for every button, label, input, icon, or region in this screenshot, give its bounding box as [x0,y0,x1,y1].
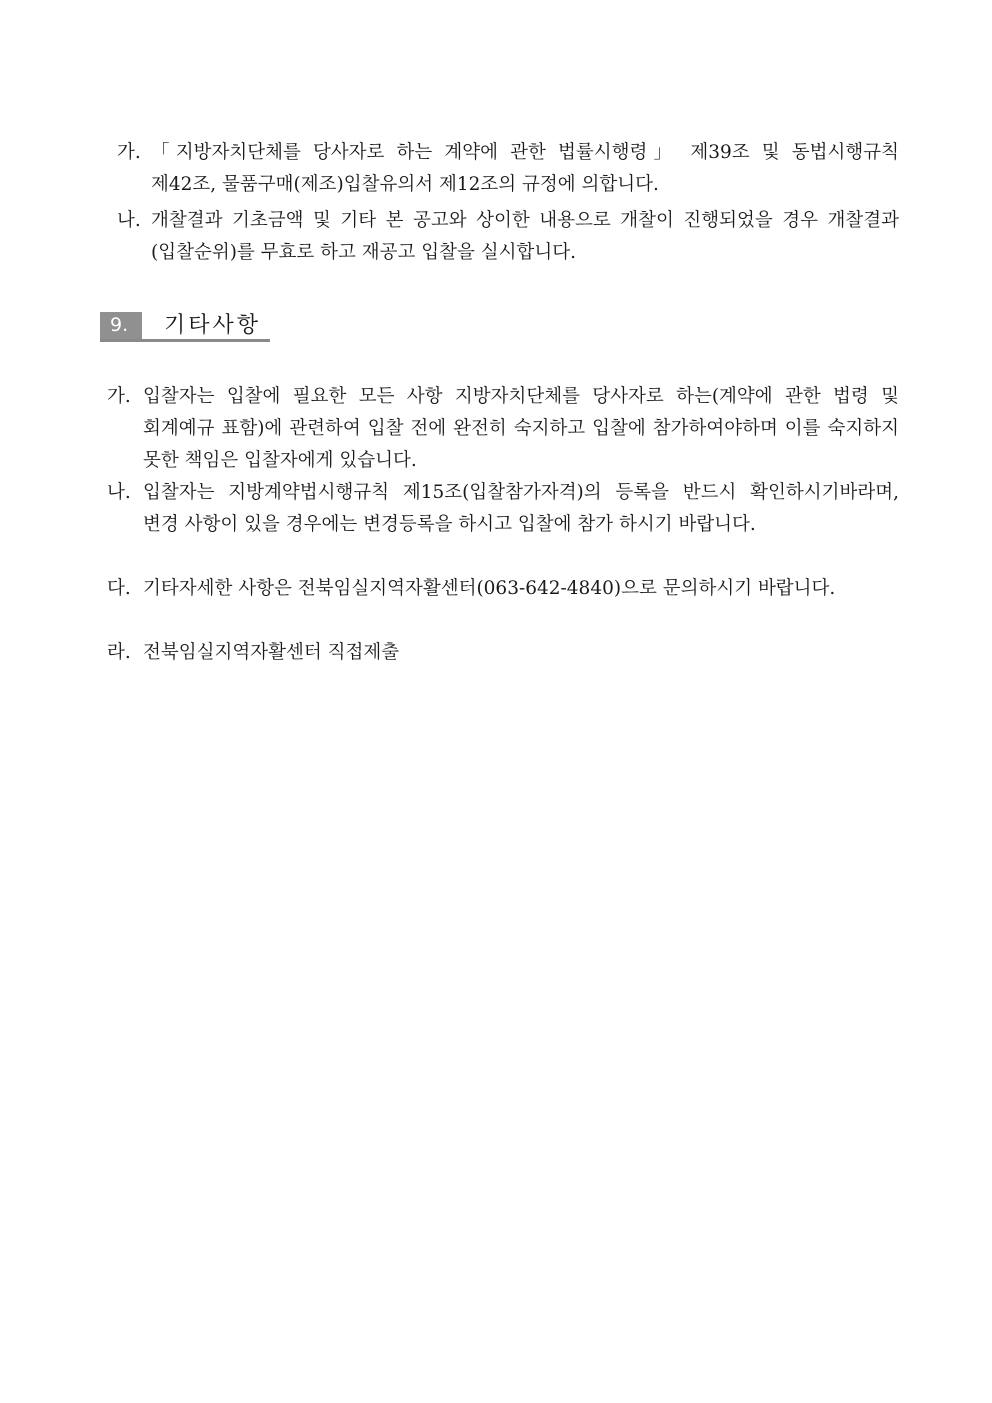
notice-item-da [107,573,899,605]
clause-item-na [117,205,899,269]
item-marker: 나. [107,482,131,503]
item-text: 입찰자는 지방계약법시행규칙 제15조(입찰참가자격)의 등록을 반드시 확인하시기바라며, 변경 사항이 있을 경우에는 변경등록을 하시고 입찰에 참가 하시기 바랍니다. [143,482,899,535]
item-text: 기타자세한 사항은 전북임실지역자활센터(063-642-4840)으로 문의하시기 바랍니다. [143,578,836,599]
item-text: 개찰결과 기초금액 및 기타 본 공고와 상이한 내용으로 개찰이 진행되었을 경우 개찰결과(입찰순위)를 무효로 하고 재공고 입찰을 실시합니다. [151,210,899,263]
item-text: 「지방자치단체를 당사자로 하는 계약에 관한 법률시행령」 제39조 및 동법시행규칙 제42조, 물품구매(제조)입찰유의서 제12조의 규정에 의합니다. [151,142,899,195]
notice-item-ra [107,637,899,669]
clause-item-ga [117,137,899,201]
item-marker: 다. [107,578,131,599]
section-title: 기타사항 [164,313,262,338]
notice-item-ga [107,381,899,477]
item-marker: 라. [107,642,131,663]
item-text: 전북임실지역자활센터 직접제출 [143,642,400,663]
item-marker: 가. [107,386,131,407]
notice-item-na [107,477,899,541]
item-marker: 나. [117,210,141,231]
item-marker: 가. [117,142,141,163]
item-text: 입찰자는 입찰에 필요한 모든 사항 지방자치단체를 당사자로 하는(계약에 관한 법령 및 회계예규 표함)에 관련하여 입찰 전에 완전히 숙지하고 입찰에 참가하여야하며 이를 숙지하지 못한 책임은 입찰자에게 있습니다. [143,386,899,471]
section-number: 9. [100,312,142,339]
section-heading [100,312,270,342]
